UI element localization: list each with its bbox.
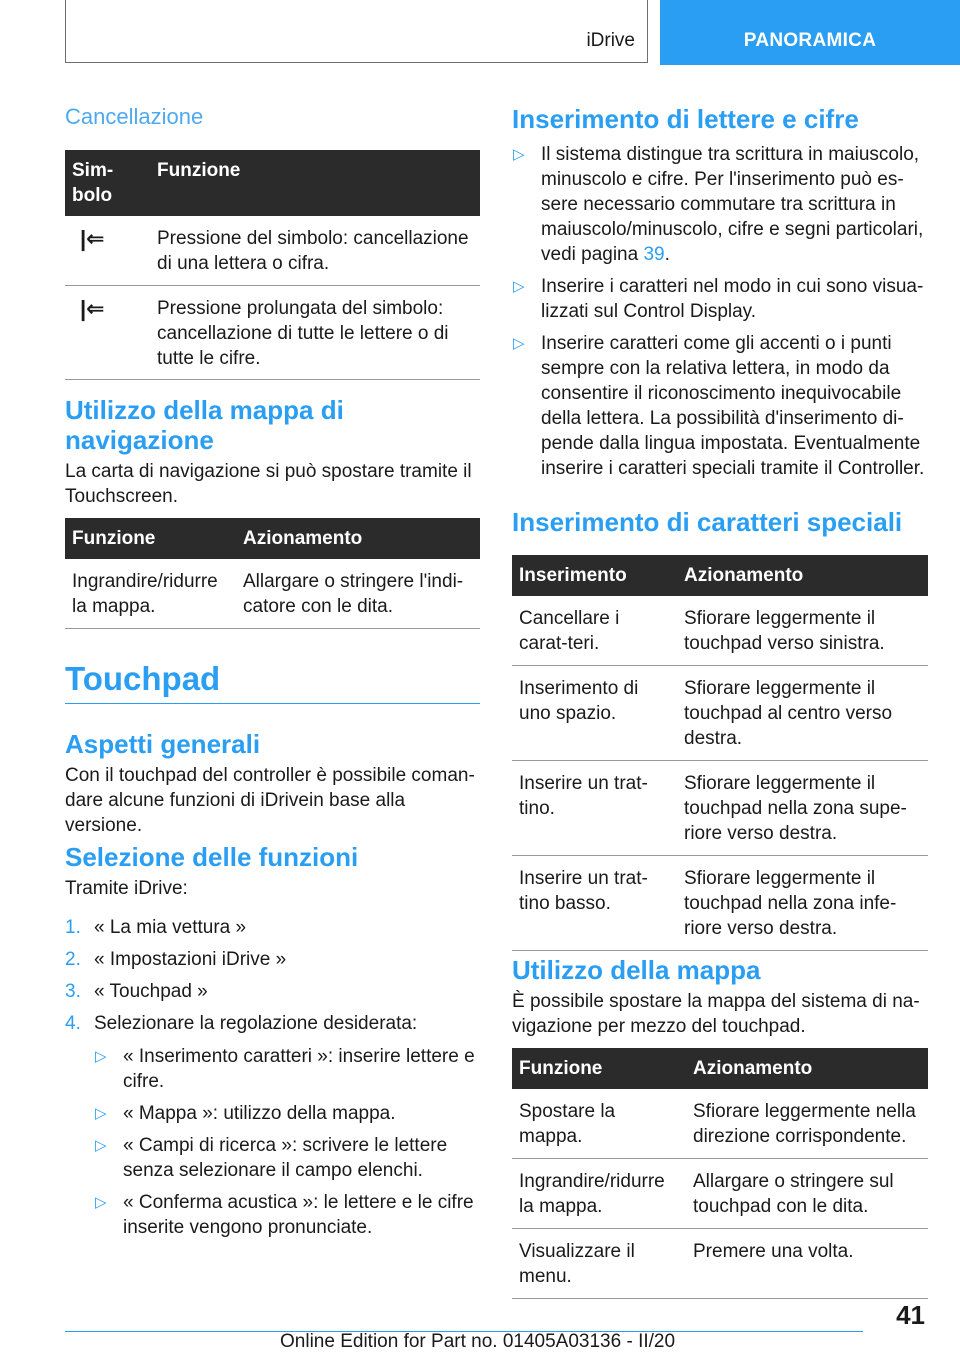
cell-action: Allargare o stringere l'indi-catore con le dita. xyxy=(236,559,480,629)
mappa-nav-title: Utilizzo della mappa di navigazione xyxy=(65,395,344,455)
list-item: 2. « Impostazioni iDrive » xyxy=(65,949,287,970)
cancellazione-table xyxy=(65,150,480,380)
col-action: Azionamento xyxy=(677,555,928,596)
section-divider xyxy=(65,703,480,704)
cell-text: Pressione prolungata del simbolo: cancellazione di tutte le lettere o di tutte le cifre. xyxy=(150,286,480,380)
selezione-intro: Tramite iDrive: xyxy=(65,878,188,899)
cancellazione-title: Cancellazione xyxy=(65,104,204,129)
options-list xyxy=(65,1044,480,1240)
cell-action: Sfiorare leggermente il touchpad nella zona infe-riore verso destra. xyxy=(677,856,928,951)
speciali-table xyxy=(512,555,928,951)
col-function: Funzione xyxy=(512,1048,686,1089)
cell-action: Sfiorare leggermente il touchpad nella zona supe-riore verso destra. xyxy=(677,761,928,856)
list-item: ▷ « Inserimento caratteri »: inserire lettere e cifre. xyxy=(95,1046,475,1092)
inserimento-title: Inserimento di lettere e cifre xyxy=(512,104,859,134)
table-row xyxy=(65,216,480,286)
col-input: Inserimento xyxy=(512,555,677,596)
backspace-icon: |⇐ xyxy=(80,296,105,321)
table-row xyxy=(512,856,928,951)
inserimento-list xyxy=(512,142,928,481)
steps-list xyxy=(65,915,480,1036)
cell-function: Spostare la mappa. xyxy=(512,1089,686,1159)
cell-action: Sfiorare leggermente il touchpad al centro verso destra. xyxy=(677,666,928,761)
list-item: ▷ « Mappa »: utilizzo della mappa. xyxy=(95,1103,396,1124)
triangle-bullet-icon: ▷ xyxy=(95,1048,107,1065)
selezione-title: Selezione delle funzioni xyxy=(65,842,359,872)
triangle-bullet-icon: ▷ xyxy=(513,146,525,163)
aspetti-text: Con il touchpad del controller è possibile coman-dare alcune funzioni di iDrivein base alla versione. xyxy=(65,765,475,836)
col-action: Azionamento xyxy=(686,1048,928,1089)
cell-text: Pressione del simbolo: cancellazione di una lettera o cifra. xyxy=(150,216,480,286)
table-row xyxy=(512,1229,928,1299)
table-row xyxy=(65,286,480,380)
list-item: ▷ Il sistema distingue tra scrittura in maiuscolo, minuscolo e cifre. Per l'inserimento può es-sere necessario commutare tra scrittura in maiuscolo/minuscolo, cifre e segni particolari, vedi pagina 39. xyxy=(513,144,924,265)
list-item: ▷ « Conferma acustica »: le lettere e le cifre inserite vengono pronunciate. xyxy=(95,1192,474,1238)
triangle-bullet-icon: ▷ xyxy=(95,1194,107,1211)
cell-function: Ingrandire/ridurre la mappa. xyxy=(65,559,236,629)
triangle-bullet-icon: ▷ xyxy=(95,1105,107,1122)
triangle-bullet-icon: ▷ xyxy=(95,1137,107,1154)
cell-input: Inserire un trat-tino basso. xyxy=(512,856,677,951)
list-item: ▷ « Campi di ricerca »: scrivere le lettere senza selezionare il campo elenchi. xyxy=(95,1135,448,1181)
cell-action: Premere una volta. xyxy=(686,1229,928,1299)
touchpad-title: Touchpad xyxy=(65,660,221,697)
col-action: Azionamento xyxy=(236,518,480,559)
header-chapter-label: PANORAMICA xyxy=(743,30,877,51)
mappa-title: Utilizzo della mappa xyxy=(512,955,761,985)
header-chapter-tab[interactable] xyxy=(660,0,960,65)
table-row xyxy=(512,761,928,856)
col-function: Funzione xyxy=(150,150,480,216)
aspetti-title: Aspetti generali xyxy=(65,729,261,759)
cell-input: Inserimento di uno spazio. xyxy=(512,666,677,761)
cell-action: Allargare o stringere sul touchpad con le dita. xyxy=(686,1159,928,1229)
header-section-label: iDrive xyxy=(586,30,635,51)
backspace-icon: |⇐ xyxy=(80,226,105,251)
cell-action: Sfiorare leggermente nella direzione corrispondente. xyxy=(686,1089,928,1159)
triangle-bullet-icon: ▷ xyxy=(513,335,525,352)
mappa-table xyxy=(512,1048,928,1299)
cell-input: Inserire un trat-tino. xyxy=(512,761,677,856)
list-item: 1. « La mia vettura » xyxy=(65,917,247,938)
table-row xyxy=(512,596,928,666)
page-number: 41 xyxy=(896,1300,925,1330)
triangle-bullet-icon: ▷ xyxy=(513,278,525,295)
list-item: ▷ Inserire caratteri come gli accenti o i punti sempre con la relativa lettera, in modo da consentire il riconoscimento inequivocabile della lettera. La possibilità d'inserimento di-pende dalla lingua impostata. Eventualmente inserire i caratteri speciali tramite il Controller. xyxy=(513,333,925,479)
col-function: Funzione xyxy=(65,518,236,559)
list-item: 4. Selezionare la regolazione desiderata: xyxy=(65,1013,418,1034)
table-row xyxy=(65,559,480,629)
list-item: ▷ Inserire i caratteri nel modo in cui sono visua-lizzati sul Control Display. xyxy=(513,276,924,322)
table-row xyxy=(512,1159,928,1229)
cell-input: Cancellare i carat-teri. xyxy=(512,596,677,666)
table-row xyxy=(512,666,928,761)
page-link[interactable]: 39 xyxy=(643,244,665,265)
cell-function: Visualizzare il menu. xyxy=(512,1229,686,1299)
list-item: 3. « Touchpad » xyxy=(65,981,208,1002)
cell-function: Ingrandire/ridurre la mappa. xyxy=(512,1159,686,1229)
header-section-box xyxy=(65,0,648,63)
cell-action: Sfiorare leggermente il touchpad verso sinistra. xyxy=(677,596,928,666)
footer-edition: Online Edition for Part no. 01405A03136 - II/20 xyxy=(280,1331,676,1352)
speciali-title: Inserimento di caratteri speciali xyxy=(512,507,903,537)
col-symbol: Sim- bolo xyxy=(65,150,150,216)
mappa-nav-text: La carta di navigazione si può spostare tramite il Touchscreen. xyxy=(65,461,472,507)
mappa-text: È possibile spostare la mappa del sistema di na-vigazione per mezzo del touchpad. xyxy=(512,991,920,1037)
mappa-nav-table xyxy=(65,518,480,629)
table-row xyxy=(512,1089,928,1159)
